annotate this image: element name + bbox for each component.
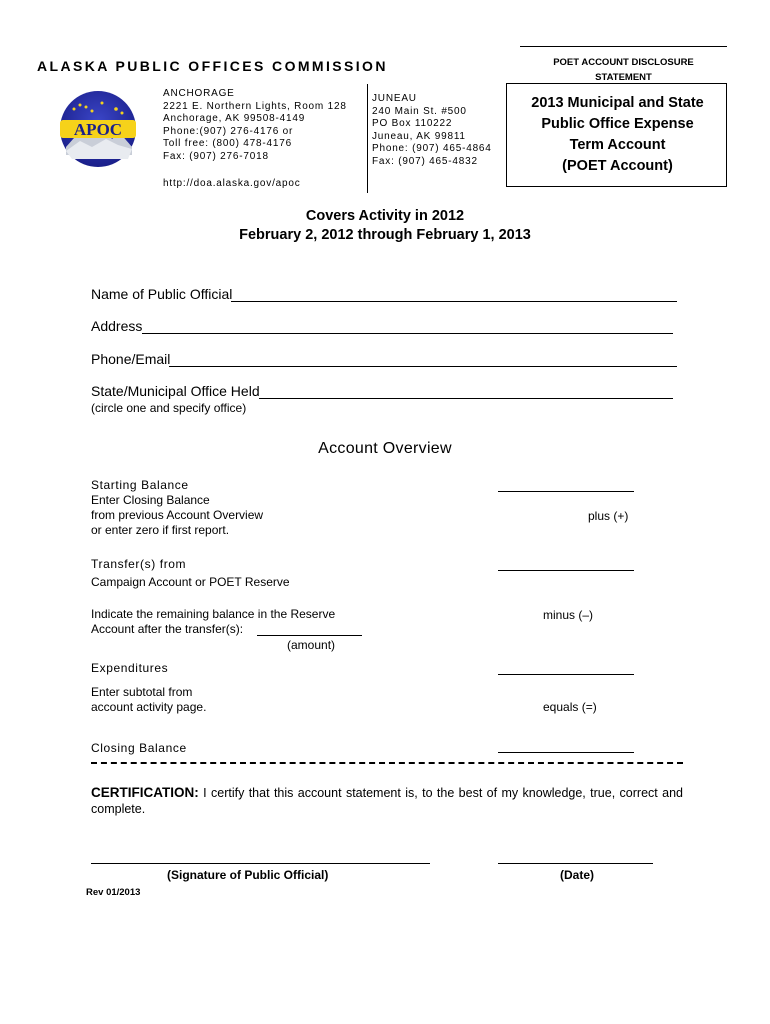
logo-text: APOC <box>73 120 123 139</box>
form-label <box>520 55 727 85</box>
closing-balance-field[interactable] <box>498 752 634 753</box>
expenditures-label: Expenditures <box>91 661 169 675</box>
subtotal-text <box>91 685 206 715</box>
title-box-text <box>507 84 728 177</box>
office-note: (circle one and specify office) <box>91 401 247 415</box>
title-line: 2013 Municipal and State <box>531 95 704 111</box>
subtotal-line: account activity page. <box>91 700 207 714</box>
plus-label: plus (+) <box>588 509 629 523</box>
separator-dashes <box>91 762 683 764</box>
juneau-address <box>372 93 492 168</box>
office-label: State/Municipal Office Held <box>91 383 260 399</box>
website-url: http://doa.alaska.gov/apoc <box>163 178 301 189</box>
anchorage-address <box>163 88 347 163</box>
office-field[interactable] <box>259 383 673 399</box>
address-field[interactable] <box>142 318 673 334</box>
covers-line2: February 2, 2012 through February 1, 2013 <box>239 227 531 243</box>
certification-label: CERTIFICATION: <box>91 785 199 800</box>
closing-prompt-line: or enter zero if first report. <box>91 523 230 537</box>
address-line: 2221 E. Northern Lights, Room 128 <box>163 100 347 112</box>
address-line: Phone:(907) 276-4176 or <box>163 125 294 137</box>
reserve-amount-field[interactable] <box>257 635 362 636</box>
address-line: JUNEAU <box>372 93 417 104</box>
signature-field[interactable] <box>91 863 430 864</box>
address-divider <box>367 84 368 193</box>
equals-label: equals (=) <box>543 700 597 714</box>
transfers-source: Campaign Account or POET Reserve <box>91 575 290 589</box>
form-label-line1: POET ACCOUNT DISCLOSURE <box>553 57 694 68</box>
name-label: Name of Public Official <box>91 286 233 302</box>
address-line: 240 Main St. #500 <box>372 105 467 117</box>
covers-line1: Covers Activity in 2012 <box>305 208 465 224</box>
certification <box>91 785 683 817</box>
revision-label: Rev 01/2013 <box>86 887 141 898</box>
address-line: ANCHORAGE <box>163 88 235 99</box>
address-line: Toll free: (800) 478-4176 <box>163 138 292 149</box>
reserve-line: Account after the transfer(s): <box>91 622 244 636</box>
address-label: Address <box>91 318 143 334</box>
address-line: Phone: (907) 465-4864 <box>372 143 492 154</box>
commission-title: ALASKA PUBLIC OFFICES COMMISSION <box>37 58 388 74</box>
form-label-rule <box>520 46 727 47</box>
starting-balance-label: Starting Balance <box>91 478 189 492</box>
signature-label: (Signature of Public Official) <box>167 868 329 882</box>
closing-prompt-line: from previous Account Overview <box>91 508 264 522</box>
apoc-logo <box>58 89 138 169</box>
starting-balance-field[interactable] <box>498 491 634 492</box>
closing-balance-label: Closing Balance <box>91 741 187 755</box>
name-field[interactable] <box>231 286 677 302</box>
date-field[interactable] <box>498 863 653 864</box>
phone-label: Phone/Email <box>91 351 171 367</box>
address-line: Fax: (907) 465-4832 <box>372 155 478 167</box>
address-line: Anchorage, AK 99508-4149 <box>163 113 306 124</box>
date-label: (Date) <box>560 868 595 882</box>
address-line: PO Box 110222 <box>372 118 453 129</box>
reserve-line: Indicate the remaining balance in the Reserve <box>91 607 336 621</box>
expenditures-field[interactable] <box>498 674 634 675</box>
transfers-field[interactable] <box>498 570 634 571</box>
form-label-line2: STATEMENT <box>595 72 652 83</box>
certification-text: I certify that this account statement is, to the best of my knowledge, true, correct and complete. <box>91 786 683 816</box>
reserve-text <box>91 607 335 637</box>
amount-label: (amount) <box>287 638 336 652</box>
title-box <box>506 83 727 187</box>
closing-prompt-line: Enter Closing Balance <box>91 493 210 507</box>
transfers-label: Transfer(s) from <box>91 557 187 571</box>
phone-email-field[interactable] <box>169 351 677 367</box>
minus-label: minus (–) <box>543 608 594 622</box>
account-overview-title: Account Overview <box>318 440 452 457</box>
title-line: Public Office Expense <box>541 116 694 132</box>
address-line: Juneau, AK 99811 <box>372 130 466 142</box>
title-line: Term Account <box>569 137 666 153</box>
subtotal-line: Enter subtotal from <box>91 685 193 699</box>
address-line: Fax: (907) 276-7018 <box>163 150 269 162</box>
closing-prompt <box>91 493 263 538</box>
title-line: (POET Account) <box>562 158 673 174</box>
